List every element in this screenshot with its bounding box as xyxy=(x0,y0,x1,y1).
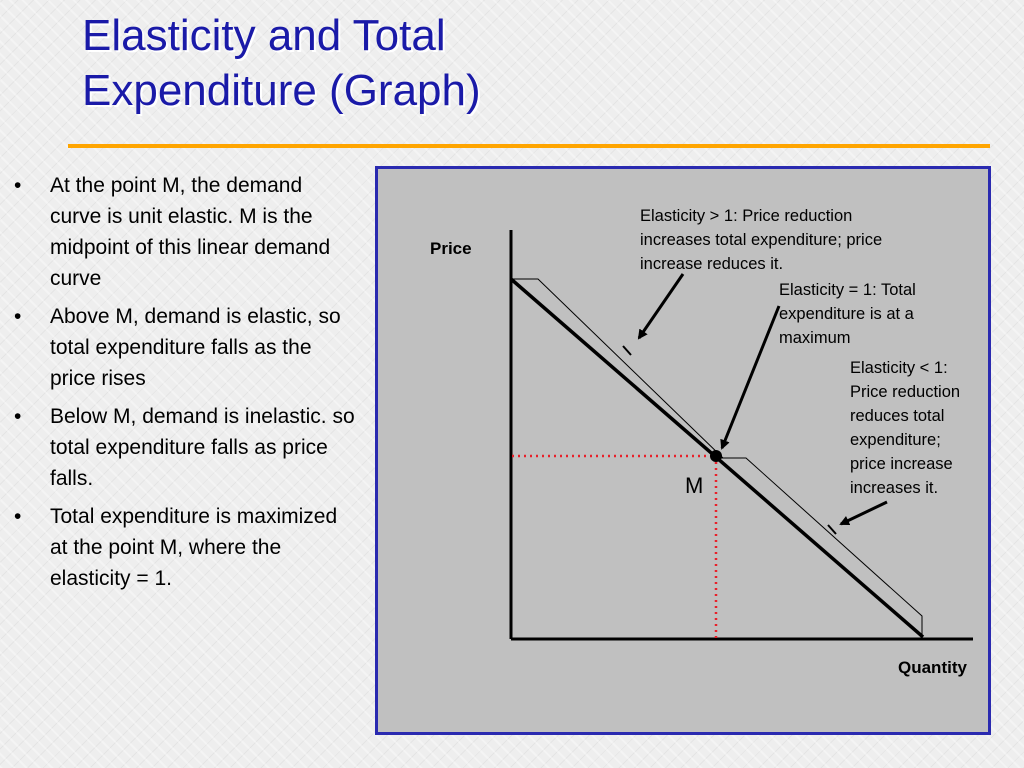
title-line-1: Elasticity and Total xyxy=(82,11,446,60)
title-line-2: Expenditure (Graph) xyxy=(82,66,481,115)
bullet-marker: • xyxy=(14,174,22,197)
bullet-item xyxy=(8,501,358,594)
bullet-marker: • xyxy=(14,505,22,528)
elastic-annotation-line: increase reduces it. xyxy=(640,255,784,273)
unit-annotation-line: maximum xyxy=(779,329,851,347)
bullet-item xyxy=(8,301,358,394)
bullet-item xyxy=(8,401,358,494)
bullet-marker: • xyxy=(14,405,22,428)
y-axis-label: Price xyxy=(430,239,472,258)
x-axis-label: Quantity xyxy=(898,658,967,677)
inelastic-annotation-line: increases it. xyxy=(850,479,939,497)
bullet-text: At the point M, the demand curve is unit elastic. M is the midpoint of this linear demand curve xyxy=(50,174,331,290)
bullet-list xyxy=(8,170,358,601)
title-divider xyxy=(68,144,990,148)
inelastic-annotation-line: expenditure; xyxy=(850,431,941,449)
bullet-text: Above M, demand is elastic, so total expenditure falls as the price rises xyxy=(50,305,341,390)
elastic-annotation-line: Elasticity > 1: Price reduction xyxy=(640,207,853,225)
inelastic-annotation-line: Elasticity < 1: xyxy=(850,359,948,377)
point-m-marker xyxy=(710,450,722,462)
bullet-text: Total expenditure is maximized at the point M, where the elasticity = 1. xyxy=(50,505,338,590)
inelastic-annotation-line: price increase xyxy=(850,455,953,473)
bullet-text: Below M, demand is inelastic. so total expenditure falls as price falls. xyxy=(50,405,355,490)
slide-title xyxy=(82,8,481,118)
point-m-label: M xyxy=(685,473,704,498)
inelastic-annotation-line: Price reduction xyxy=(850,383,961,401)
unit-annotation-line: expenditure is at a xyxy=(779,305,914,323)
elastic-annotation-line: increases total expenditure; price xyxy=(640,231,883,249)
bullet-item xyxy=(8,170,358,294)
bullet-marker: • xyxy=(14,305,22,328)
inelastic-annotation-line: reduces total xyxy=(850,407,945,425)
elasticity-diagram xyxy=(375,166,991,735)
unit-annotation-line: Elasticity = 1: Total xyxy=(779,281,916,299)
